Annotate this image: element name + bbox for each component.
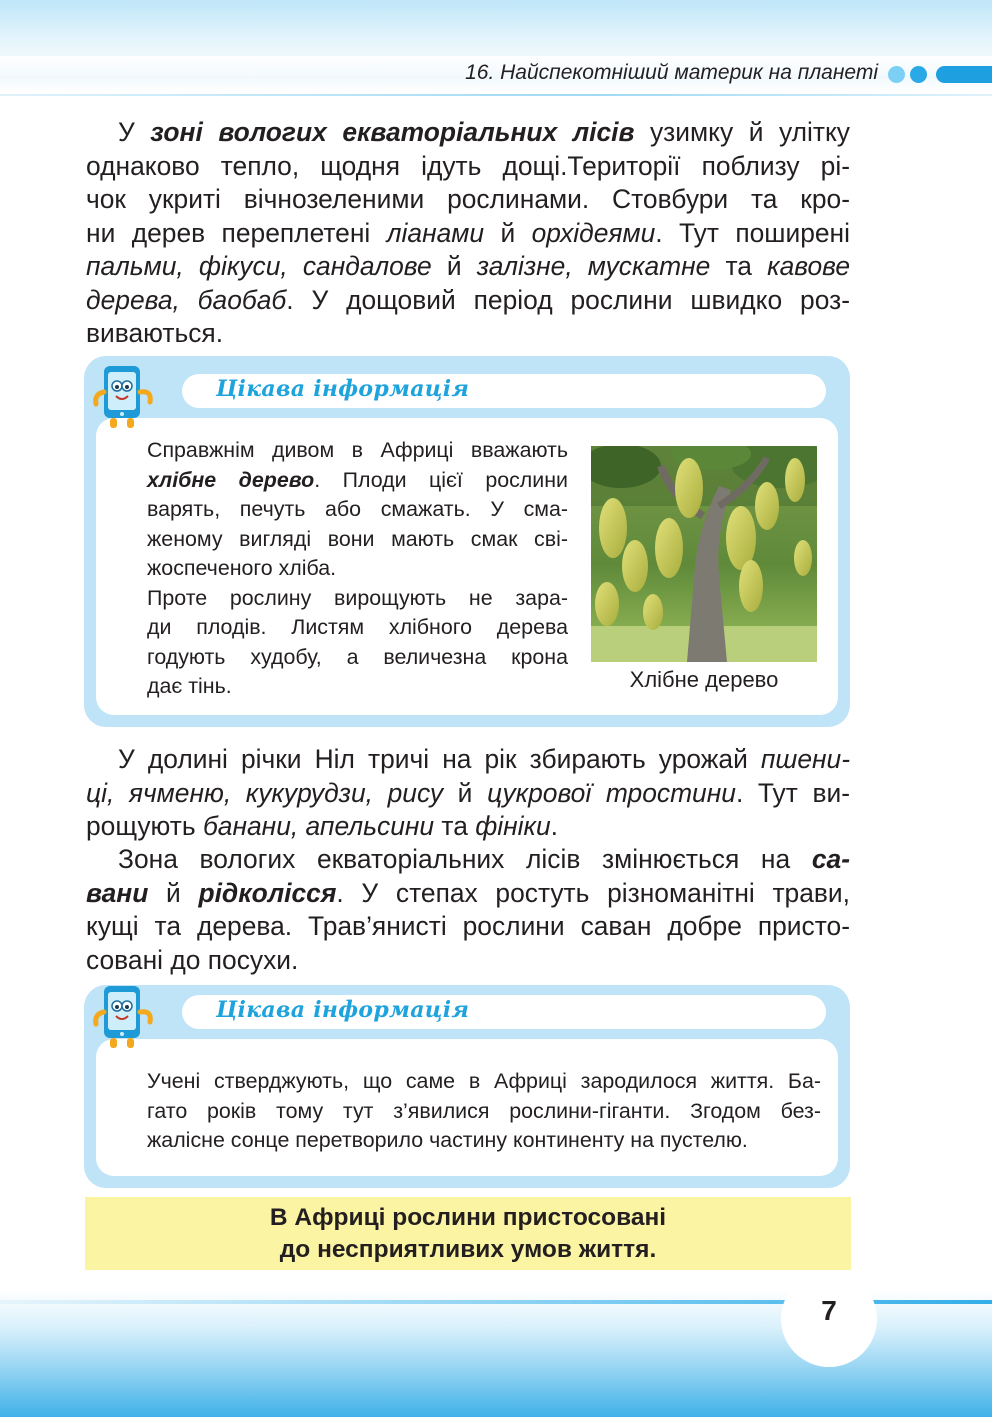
text-line xyxy=(147,466,568,496)
text-run: . Тут поширені xyxy=(655,217,850,248)
text-line xyxy=(86,743,850,777)
text-run: . Тут ви- xyxy=(735,777,851,808)
text-line: гато років тому тут з’явилися рослини-гіганти. Згодом без- xyxy=(147,1098,821,1123)
italic-term: пальми, фікуси, сандалове xyxy=(86,251,432,281)
info-box-2-text xyxy=(147,1067,821,1156)
conclusion-box xyxy=(85,1197,851,1270)
bold-italic-term: хлібне дерево xyxy=(147,467,315,492)
paragraph-rainforest xyxy=(86,116,850,351)
text-line: жалісне сонце перетворило частину континенту на пустелю. xyxy=(147,1128,748,1152)
text-line: женому вигляді вони мають смак сві- xyxy=(147,526,568,551)
text-line xyxy=(86,250,850,284)
italic-term: дерева, баобаб xyxy=(86,284,287,315)
text-line: годують худобу, а величезна крона xyxy=(147,644,568,669)
info-box-title-bar xyxy=(182,374,826,408)
italic-term: залізне, мускатне xyxy=(476,251,711,281)
text-line: Проте рослину вирощують не зара- xyxy=(147,585,568,610)
bold-italic-term: са- xyxy=(811,844,850,874)
bold-italic-term: вани xyxy=(86,877,149,908)
decor-dot xyxy=(910,66,927,83)
text-line: Справжнім дивом в Африці вважають xyxy=(147,438,568,462)
text-run: . Плоди цієї рослини xyxy=(314,467,568,492)
text-run: У долині річки Ніл тричі на рік збирають урожай xyxy=(118,744,761,774)
text-run: У xyxy=(118,117,151,147)
text-line: кущі та дерева. Трав’янисті рослини саван добре присто- xyxy=(86,911,850,941)
paragraph-nile xyxy=(86,743,850,844)
text-run: й xyxy=(443,777,488,808)
text-run: ни дерев переплетені xyxy=(86,217,387,248)
text-line: Учені стверджують, що саме в Африці зародилося життя. Ба- xyxy=(147,1069,821,1093)
text-line: виваються. xyxy=(86,318,224,348)
info-box-title: Цікава інформація xyxy=(216,376,470,402)
decor-dot xyxy=(888,66,905,83)
text-line xyxy=(86,810,850,844)
text-line xyxy=(86,877,850,911)
italic-term: фініки xyxy=(475,811,551,841)
text-line: ди плодів. Листям хлібного дерева xyxy=(147,615,568,639)
tablet-mascot-icon xyxy=(92,984,156,1052)
running-head xyxy=(0,56,992,92)
text-run: . xyxy=(550,811,558,841)
page-number: 7 xyxy=(821,1295,837,1326)
header-divider xyxy=(0,94,992,96)
text-run: узимку й улітку xyxy=(634,117,850,147)
conclusion-line: В Африці рослини пристосовані xyxy=(269,1204,667,1231)
text-run: Зона вологих екваторіальних лісів змінюється на xyxy=(118,844,812,874)
tablet-mascot-icon xyxy=(92,364,156,432)
text-line: дає тінь. xyxy=(147,674,232,698)
running-title: 16. Найспекотніший материк на планеті xyxy=(465,61,878,84)
text-run: . У степах ростуть різноманітні трави, xyxy=(336,877,850,908)
info-box-title: Цікава інформація xyxy=(216,997,470,1023)
italic-term: ці, ячменю, кукурудзи, рису xyxy=(86,777,444,808)
italic-term: орхідеями xyxy=(531,217,656,248)
info-box-1-text xyxy=(147,436,568,702)
text-line: варять, печуть або смажать. У сма- xyxy=(147,497,568,521)
conclusion-line: до несприятливих умов життя. xyxy=(279,1236,657,1263)
text-line: жоспеченого хліба. xyxy=(147,556,337,580)
text-run: й xyxy=(484,217,532,248)
text-line: однаково тепло, щодня ідуть дощі.Території поблизу рі- xyxy=(86,150,850,181)
italic-term: пшени- xyxy=(760,744,850,774)
text-run: рощують xyxy=(86,811,203,841)
text-line xyxy=(86,284,850,318)
text-line xyxy=(86,843,850,877)
text-run: . У дощовий період рослини швидко роз- xyxy=(286,284,850,315)
text-line xyxy=(86,777,850,811)
italic-term: цукрової тростини xyxy=(487,777,736,808)
text-line: совані до посухи. xyxy=(86,944,299,975)
breadfruit-tree-photo xyxy=(591,446,817,662)
text-line xyxy=(86,116,850,150)
text-run: та xyxy=(710,251,768,281)
text-run: й xyxy=(148,877,199,908)
text-run: та xyxy=(434,811,476,841)
bold-italic-term: рідколісся xyxy=(198,877,337,908)
info-box-title-bar xyxy=(182,995,826,1029)
text-line: чок укриті вічнозеленими рослинами. Стовбури та кро- xyxy=(86,184,850,214)
italic-term: банани, апельсини xyxy=(202,811,435,841)
bold-italic-term: зоні вологих екваторіальних лісів xyxy=(150,117,635,147)
text-line xyxy=(86,217,850,251)
photo-caption: Хлібне дерево xyxy=(629,667,779,692)
paragraph-savanna xyxy=(86,843,850,977)
italic-term: кавове xyxy=(767,251,851,281)
decor-tab xyxy=(936,66,992,83)
italic-term: ліанами xyxy=(386,217,485,248)
text-run: й xyxy=(431,251,477,281)
